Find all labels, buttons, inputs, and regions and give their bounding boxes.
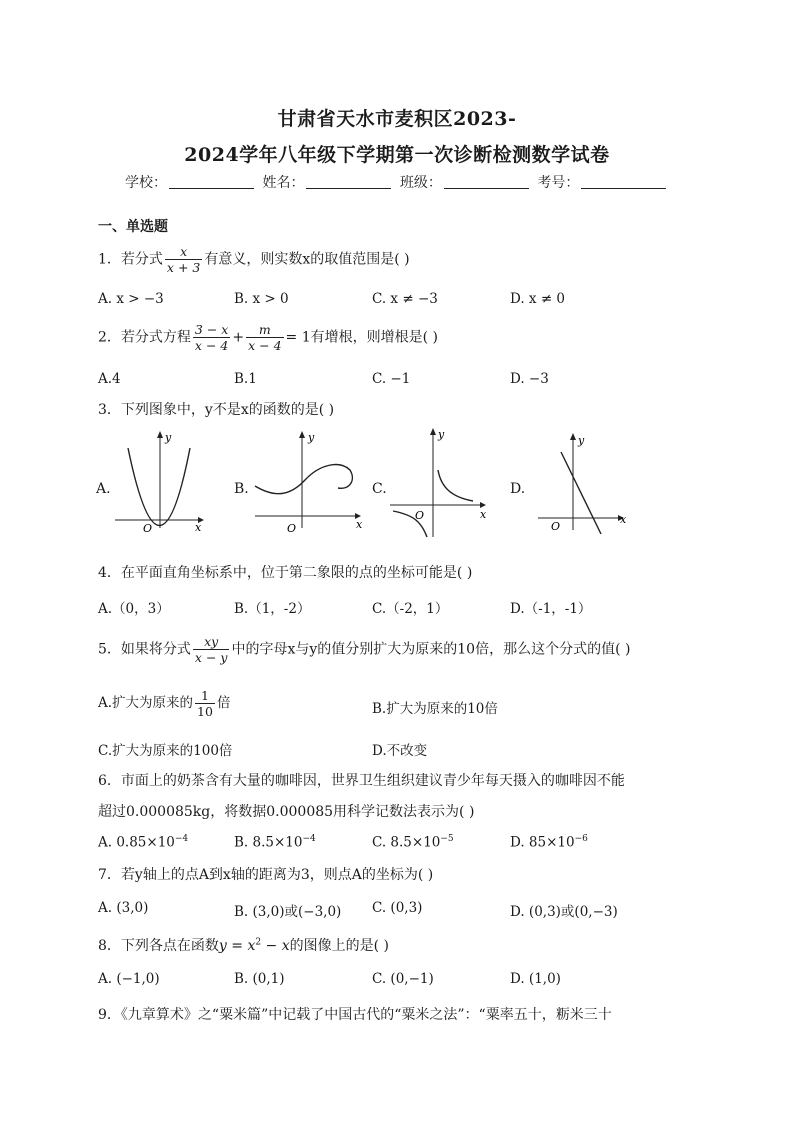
q5a-fraction: $\frac{1}{10}$ — [197, 688, 213, 719]
q3-graph-c-hyperbola[interactable] — [385, 425, 495, 540]
q2-option-c[interactable]: C. −1 — [372, 371, 411, 387]
q3d-y-label: y — [578, 434, 585, 447]
q2-fraction-1: $\frac{3 - x}{x - 4}$ — [194, 322, 229, 353]
q8-option-d[interactable]: D. (1,0) — [510, 971, 561, 987]
q3b-origin-label: O — [287, 522, 297, 535]
q3a-origin-label: O — [143, 522, 153, 533]
class-label: 班级： — [399, 175, 442, 191]
q2-option-a[interactable]: A.4 — [98, 371, 121, 387]
q8-stem-end: 的图像上的是( ) — [289, 938, 389, 954]
title-line-1: 甘肃省天水市麦积区2023- — [277, 108, 517, 130]
question-6-line-2: 超过0.000085kg，将数据0.000085用科学记数法表示为( ) — [98, 804, 475, 820]
q2-stem: 2．若分式方程 — [98, 329, 191, 346]
q1-stem: 1．若分式 — [98, 251, 163, 268]
question-2: 2．若分式方程 $\frac{3 - x}{x - 4}$ + $\frac{m}{x - 4}$ = 1有增根，则增根是( ) — [98, 322, 438, 353]
q3c-y-label: y — [438, 428, 445, 441]
q1-option-c[interactable]: C. x ≠ −3 — [372, 291, 438, 307]
student-info — [125, 172, 670, 192]
q2-option-d[interactable]: D. −3 — [510, 371, 549, 387]
q2-option-b[interactable]: B.1 — [234, 371, 257, 387]
title-line-2: 2024学年八年级下学期第一次诊断检测数学试卷 — [184, 144, 610, 166]
question-1 — [98, 244, 410, 275]
q1-fraction: $\frac{x}{x + 3}$ — [166, 244, 201, 275]
q6-option-a[interactable]: A. $0.85\times 10^{-4}$ — [98, 834, 189, 851]
number-label: 考号： — [537, 175, 580, 191]
q8-function: y = x — [218, 938, 256, 954]
q5-option-a[interactable]: A.扩大为原来的 $\frac{1}{10}$ 倍 — [98, 688, 231, 719]
q7-option-b[interactable]: B. (3,0)或(−3,0) — [234, 904, 342, 920]
q8-option-c[interactable]: C. (0,−1) — [372, 971, 434, 987]
q1-option-b[interactable]: B. x > 0 — [234, 291, 289, 307]
q3-option-c-label[interactable]: C. — [372, 481, 387, 497]
q7-option-c[interactable]: C. (0,3) — [372, 900, 423, 916]
q4-option-a[interactable]: A.（0，3） — [98, 601, 170, 617]
q8-option-a[interactable]: A. (−1,0) — [98, 971, 160, 987]
question-5 — [98, 634, 630, 665]
q1-option-a[interactable]: A. x > −3 — [98, 291, 164, 307]
q7-option-d[interactable]: D. (0,3)或(0,−3) — [510, 904, 618, 920]
q3d-origin-label: O — [551, 520, 561, 533]
q1-option-d[interactable]: D. x ≠ 0 — [510, 291, 566, 307]
q4-option-c[interactable]: C.（-2，1） — [372, 601, 449, 617]
q8-stem: 8．下列各点在函数 — [98, 938, 219, 954]
q2-fraction-2: $\frac{m}{x - 4}$ — [248, 322, 282, 353]
school-blank[interactable] — [169, 174, 254, 189]
school-label: 学校： — [125, 175, 167, 191]
q7-option-a[interactable]: A. (3,0) — [98, 900, 149, 916]
q3c-x-label: x — [480, 508, 487, 521]
q4-option-b[interactable]: B.（1，-2） — [234, 601, 311, 617]
q3-graph-b-curve[interactable] — [250, 428, 365, 538]
question-3: 3．下列图象中，y不是x的函数的是( ) — [98, 402, 335, 418]
q5-stem: 5．如果将分式 — [98, 641, 191, 658]
question-7: 7．若y轴上的点A到x轴的距离为3，则点A的坐标为( ) — [98, 867, 434, 883]
q6-option-d[interactable]: D. $85\times 10^{-6}$ — [510, 834, 588, 851]
q3d-x-label: x — [620, 513, 627, 526]
q3b-x-label: x — [356, 518, 363, 531]
name-blank[interactable] — [306, 174, 391, 189]
name-label: 姓名： — [262, 175, 305, 191]
q3a-y-label: y — [165, 431, 172, 444]
q6-option-b[interactable]: B. $8.5\times 10^{-4}$ — [234, 834, 316, 851]
q3-option-a-label[interactable]: A. — [96, 481, 111, 497]
section-heading: 一、单选题 — [98, 219, 168, 235]
q5-stem-end: 中的字母x与y的值分别扩大为原来的10倍，那么这个分式的值( ) — [231, 641, 631, 658]
q3-graph-d-line[interactable] — [533, 430, 633, 535]
question-9: 9．《九章算术》之“粟米篇”中记载了中国古代的“粟米之法”：“粟率五十，粝米三十 — [98, 1007, 612, 1023]
number-blank[interactable] — [581, 174, 666, 189]
question-4: 4．在平面直角坐标系中，位于第二象限的点的坐标可能是( ) — [98, 565, 473, 581]
q3-option-d-label[interactable]: D. — [510, 481, 526, 497]
q3c-origin-label: O — [415, 509, 425, 522]
q6-option-c[interactable]: C. $8.5\times 10^{-5}$ — [372, 834, 454, 851]
class-blank[interactable] — [444, 174, 529, 189]
q3-option-b-label[interactable]: B. — [234, 481, 249, 497]
q5-fraction: $\frac{xy}{x - y}$ — [194, 634, 228, 665]
q1-stem-end: 有意义，则实数x的取值范围是( ) — [204, 251, 410, 268]
question-6-line-1: 6．市面上的奶茶含有大量的咖啡因，世界卫生组织建议青少年每天摄入的咖啡因不能 — [98, 773, 625, 789]
q5-option-b[interactable]: B.扩大为原来的10倍 — [372, 701, 498, 717]
q4-option-d[interactable]: D.（-1，-1） — [510, 601, 592, 617]
question-8: 8．下列各点在函数$y = x^2 - x$的图像上的是( ) — [98, 937, 389, 954]
q5-option-d[interactable]: D.不改变 — [372, 743, 428, 759]
q3a-x-label: x — [195, 521, 202, 533]
q3b-y-label: y — [308, 431, 315, 444]
q3-graph-a-parabola[interactable] — [110, 428, 210, 533]
q2-stem-end: = 1有增根，则增根是( ) — [285, 329, 438, 346]
q8-option-b[interactable]: B. (0,1) — [234, 971, 285, 987]
q5-option-c[interactable]: C.扩大为原来的100倍 — [98, 743, 233, 759]
